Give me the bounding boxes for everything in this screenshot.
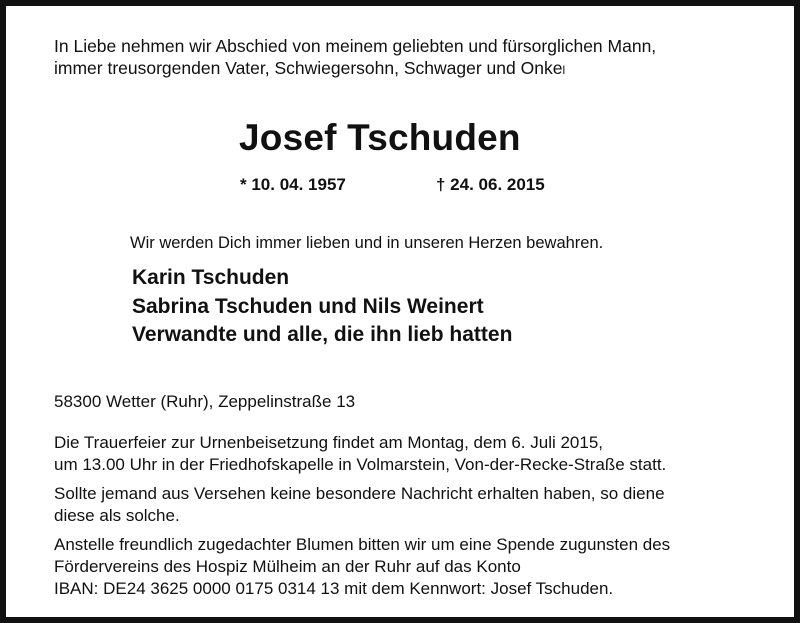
deceased-name: Josef Tschuden (239, 117, 521, 158)
intro-line-2-main: immer treusorgenden Vater, Schwiegersohn, Schwager und Onke (54, 58, 563, 78)
mourner-1: Karin Tschuden (132, 266, 290, 289)
birth-date: * 10. 04. 1957 (240, 175, 346, 194)
donation-line-3: IBAN: DE24 3625 0000 0175 0314 13 mit dem Kennwort: Josef Tschuden. (54, 579, 614, 598)
ceremony-line-2: um 13.00 Uhr in der Friedhofskapelle in Volmarstein, Von-der-Recke-Straße statt. (54, 455, 667, 474)
address: 58300 Wetter (Ruhr), Zeppelinstraße 13 (54, 392, 356, 411)
mourner-2: Sabrina Tschuden und Nils Weinert (132, 295, 484, 318)
donation-line-2: Fördervereins des Hospiz Mülheim an der Ruhr auf das Konto (54, 557, 521, 576)
intro-line-2-tail: l (562, 63, 566, 77)
intro-line-2 (54, 60, 565, 78)
intro-line-1: In Liebe nehmen wir Abschied von meinem geliebten und fürsorglichen Mann, (54, 36, 657, 56)
donation-line-1: Anstelle freundlich zugedachter Blumen bitten wir um eine Spende zugunsten des (54, 535, 671, 554)
notice-line-1: Sollte jemand aus Versehen keine besondere Nachricht erhalten haben, so diene (54, 484, 665, 503)
ceremony-line-1: Die Trauerfeier zur Urnenbeisetzung findet am Montag, dem 6. Juli 2015, (54, 433, 604, 452)
death-date: † 24. 06. 2015 (436, 175, 545, 194)
notice-line-2: diese als solche. (54, 506, 180, 525)
motto: Wir werden Dich immer lieben und in unseren Herzen bewahren. (130, 234, 604, 252)
mourner-3: Verwandte und alle, die ihn lieb hatten (132, 323, 513, 346)
